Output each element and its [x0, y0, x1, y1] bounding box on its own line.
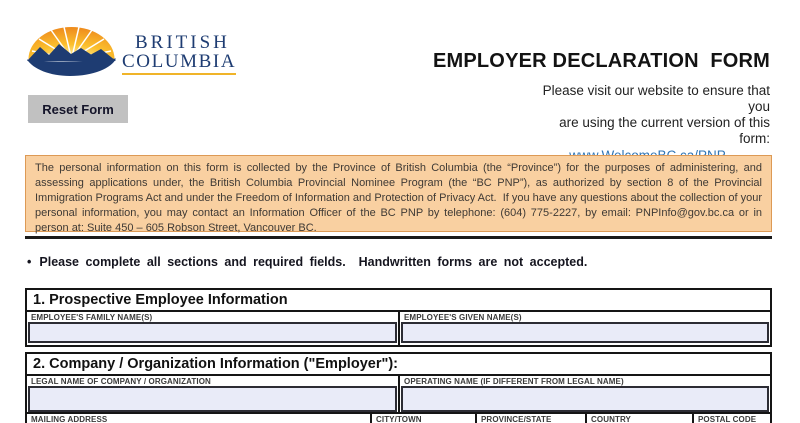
instruction-note	[27, 255, 587, 269]
postal-code-label: POSTAL CODE	[698, 415, 757, 423]
employee-given-name-input[interactable]	[401, 322, 769, 343]
bc-logo-wordmark	[122, 34, 236, 75]
instruction-text: Please complete all sections and required fields. Handwritten forms are not accepted.	[39, 255, 588, 269]
bullet-marker: •	[27, 255, 32, 269]
section-2-title: 2. Company / Organization Information ("Employer"):	[27, 354, 770, 376]
operating-name-input[interactable]	[401, 386, 769, 412]
city-town-label: CITY/TOWN	[376, 415, 422, 423]
logo-gold-underline	[122, 73, 236, 75]
bc-government-logo	[25, 26, 236, 78]
website-note-line2: are using the current version of this form:	[559, 115, 770, 146]
employee-family-name-input[interactable]	[28, 322, 397, 343]
reset-form-button[interactable]: Reset Form	[28, 95, 128, 123]
employee-given-name-label: EMPLOYEE'S GIVEN NAME(S)	[404, 313, 522, 322]
legal-name-input[interactable]	[28, 386, 397, 412]
employee-family-name-label: EMPLOYEE'S FAMILY NAME(S)	[31, 313, 153, 322]
section-divider	[25, 236, 772, 239]
legal-name-label: LEGAL NAME OF COMPANY / ORGANIZATION	[31, 377, 211, 386]
operating-name-label: OPERATING NAME (IF DIFFERENT FROM LEGAL NAME)	[404, 377, 624, 386]
logo-text-columbia: COLUMBIA	[122, 51, 237, 72]
website-note	[525, 83, 770, 164]
bc-sunrise-logo-icon	[25, 26, 118, 78]
section-company-info	[25, 352, 772, 423]
section-prospective-employee	[25, 288, 772, 347]
country-label: COUNTRY	[591, 415, 631, 423]
page-title: EMPLOYER DECLARATION FORM	[432, 50, 770, 72]
address-row	[27, 412, 770, 423]
privacy-notice: The personal information on this form is collected by the Province of British Columbia (the “Province”) for the purposes of administering, and assessing applications under, the British Columbia Provincial Nominee Program (the “BC PNP”), as authorized by section 8 of the Provincial Immigration Programs Act and under the Freedom of Information and Protection of Privacy Act. If you have any questions about the collection of your personal information, you may contact an Information Officer of the BC PNP by telephone: (604) 775-2227, by email: PNPInfo@gov.bc.ca or in person at: Suite 450 – 605 Robson Street, Vancouver BC.	[25, 155, 772, 232]
province-state-label: PROVINCE/STATE	[481, 415, 552, 423]
website-note-line1: Please visit our website to ensure that you	[542, 83, 770, 114]
section-1-title: 1. Prospective Employee Information	[27, 290, 770, 312]
logo-text-british: BRITISH	[135, 32, 230, 53]
mailing-address-label: MAILING ADDRESS	[31, 415, 108, 423]
